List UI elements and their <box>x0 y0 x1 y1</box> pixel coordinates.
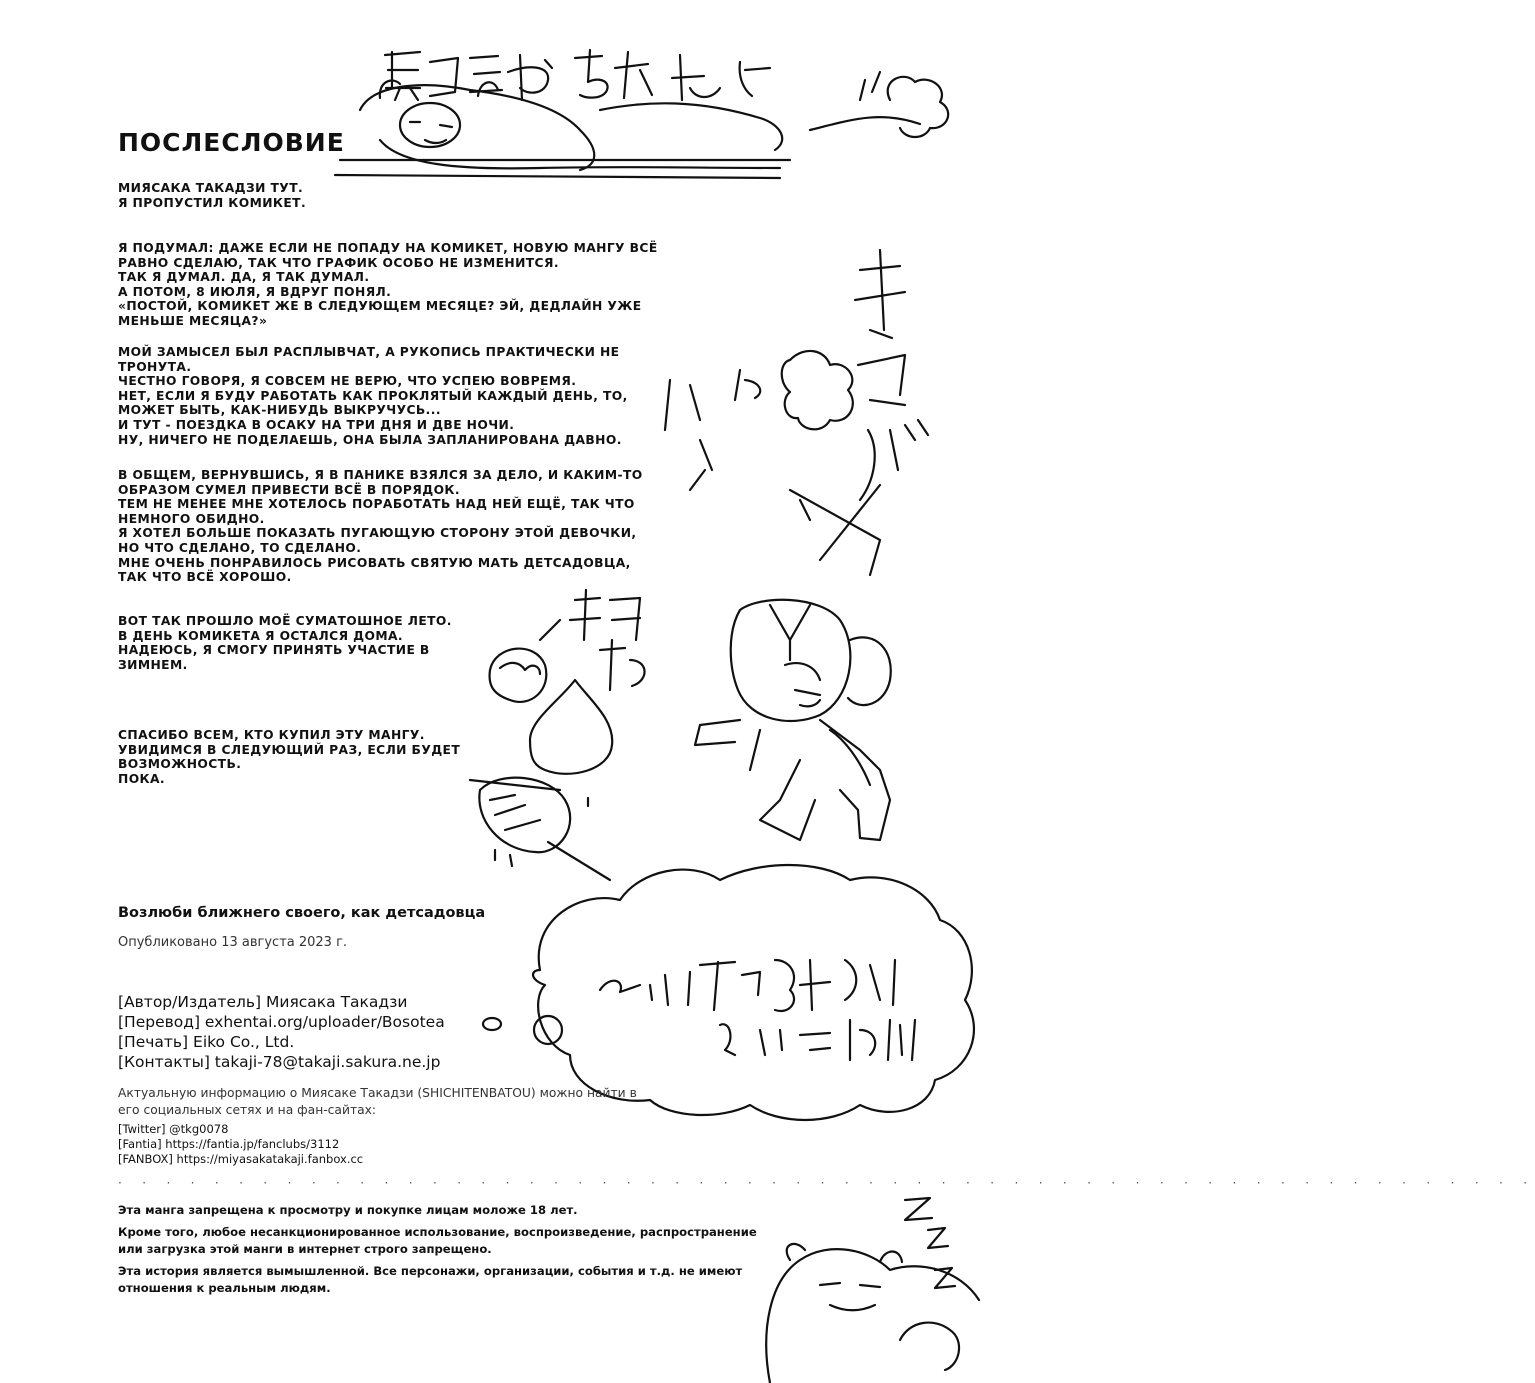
credits-block <box>118 992 445 1072</box>
afterword-title: ПОСЛЕСЛОВИЕ <box>118 128 345 157</box>
copyright-notice: Кроме того, любое несанкционированное использование, воспроизведение, распространение или загрузка этой манги в интернет строго запрещено. <box>118 1224 757 1256</box>
afterword-paragraph: СПАСИБО ВСЕМ, КТО КУПИЛ ЭТУ МАНГУ. УВИДИМСЯ В СЛЕДУЮЩИЙ РАЗ, ЕСЛИ БУДЕТ ВОЗМОЖНОСТЬ. ПОКА. <box>118 728 461 786</box>
dotted-divider: · · · · · · · · · · · · · · · · · · · · · · · · · · · · · · · · · · · · · · · · · · · · · · · · · · · · · · · · · · · <box>118 1176 1535 1190</box>
book-title: Возлюби ближнего своего, как детсадовца <box>118 905 486 921</box>
link-twitter: [Twitter] @tkg0078 <box>118 1122 229 1136</box>
handwritten-top-doodle <box>385 50 770 100</box>
link-fantia: [Fantia] https://fantia.jp/fanclubs/3112 <box>118 1137 340 1152</box>
credit-translation: [Перевод] exhentai.org/uploader/Bosotea <box>118 1013 445 1031</box>
credit-contacts: [Контакты] takaji-78@takaji.sakura.ne.jp <box>118 1053 441 1071</box>
social-links <box>118 1122 363 1168</box>
afterword-paragraph: ВОТ ТАК ПРОШЛО МОЁ СУМАТОШНОЕ ЛЕТО. В ДЕНЬ КОМИКЕТА Я ОСТАЛСЯ ДОМА. НАДЕЮСЬ, Я СМОГУ ПРИНЯТЬ УЧАСТИЕ В ЗИМНЕМ. <box>118 614 452 672</box>
bottom-creature-doodle <box>766 1198 979 1383</box>
character-doodle <box>695 600 891 840</box>
fiction-disclaimer: Эта история является вымышленной. Все персонажи, организации, события и т.д. не имеют отношения к реальным людям. <box>118 1263 743 1295</box>
link-fanbox: [FANBOX] https://miyasakatakaji.fanbox.cc <box>118 1152 364 1167</box>
age-restriction-notice: Эта манга запрещена к просмотру и покупке лицам моложе 18 лет. <box>118 1203 578 1217</box>
afterword-paragraph: В ОБЩЕМ, ВЕРНУВШИСЬ, Я В ПАНИКЕ ВЗЯЛСЯ ЗА ДЕЛО, И КАКИМ-ТО ОБРАЗОМ СУМЕЛ ПРИВЕСТИ ВСЁ В ПОРЯДОК. ТЕМ НЕ МЕНЕЕ МНЕ ХОТЕЛОСЬ ПОРАБОТАТЬ НАД НЕЙ ЕЩЁ, ТАК ЧТО НЕМНОГО ОБИДНО. Я ХОТЕЛ БОЛЬШЕ ПОКАЗАТЬ ПУГАЮЩУЮ СТОРОНУ ЭТОЙ ДЕВОЧКИ, НО ЧТО СДЕЛАНО, ТО СДЕЛАНО. МНЕ ОЧЕНЬ ПОНРАВИЛОСЬ РИСОВАТЬ СВЯТУЮ МАТЬ ДЕТСАДОВЦА, ТАК ЧТО ВСЁ ХОРОШО. <box>118 468 643 585</box>
thought-bubble <box>483 865 974 1120</box>
author-info: Актуальную информацию о Миясаке Такадзи (SHICHITENBATOU) можно найти в его социальных сетях и на фан-сайтах: <box>118 1086 637 1117</box>
sleeping-figure-doodle <box>335 72 948 178</box>
afterword-paragraph: МИЯСАКА ТАКАДЗИ ТУТ. Я ПРОПУСТИЛ КОМИКЕТ. <box>118 181 307 210</box>
credit-printing: [Печать] Eiko Co., Ltd. <box>118 1033 295 1051</box>
legal-notice <box>118 1202 768 1302</box>
publication-date: Опубликовано 13 августа 2023 г. <box>118 935 348 950</box>
afterword-paragraph: МОЙ ЗАМЫСЕЛ БЫЛ РАСПЛЫВЧАТ, А РУКОПИСЬ ПРАКТИЧЕСКИ НЕ ТРОНУТА. ЧЕСТНО ГОВОРЯ, Я СОВСЕМ НЕ ВЕРЮ, ЧТО УСПЕЮ ВОВРЕМЯ. НЕТ, ЕСЛИ Я БУДУ РАБОТАТЬ КАК ПРОКЛЯТЫЙ КАЖДЫЙ ДЕНЬ, ТО, МОЖЕТ БЫТЬ, КАК-НИБУДЬ ВЫКРУЧУСЬ... И ТУТ - ПОЕЗДКА В ОСАКУ НА ТРИ ДНЯ И ДВЕ НОЧИ. НУ, НИЧЕГО НЕ ПОДЕЛАЕШЬ, ОНА БЫЛА ЗАПЛАНИРОВАНА ДАВНО. <box>118 345 628 447</box>
bubble-handwriting <box>600 960 915 1060</box>
food-doodles <box>470 590 645 880</box>
credit-author: [Автор/Издатель] Миясака Такадзи <box>118 993 408 1011</box>
afterword-paragraph: Я ПОДУМАЛ: ДАЖЕ ЕСЛИ НЕ ПОПАДУ НА КОМИКЕТ, НОВУЮ МАНГУ ВСЁ РАВНО СДЕЛАЮ, ТАК ЧТО ГРАФИК ОСОБО НЕ ИЗМЕНИТСЯ. ТАК Я ДУМАЛ. ДА, Я ТАК ДУМАЛ. А ПОТОМ, 8 ИЮЛЯ, Я ВДРУГ ПОНЯЛ. «ПОСТОЙ, КОМИКЕТ ЖЕ В СЛЕДУЮЩЕМ МЕСЯЦЕ? ЭЙ, ДЕДЛАЙН УЖЕ МЕНЬШЕ МЕСЯЦА?» <box>118 241 658 328</box>
handwritten-side-doodle <box>665 250 928 575</box>
